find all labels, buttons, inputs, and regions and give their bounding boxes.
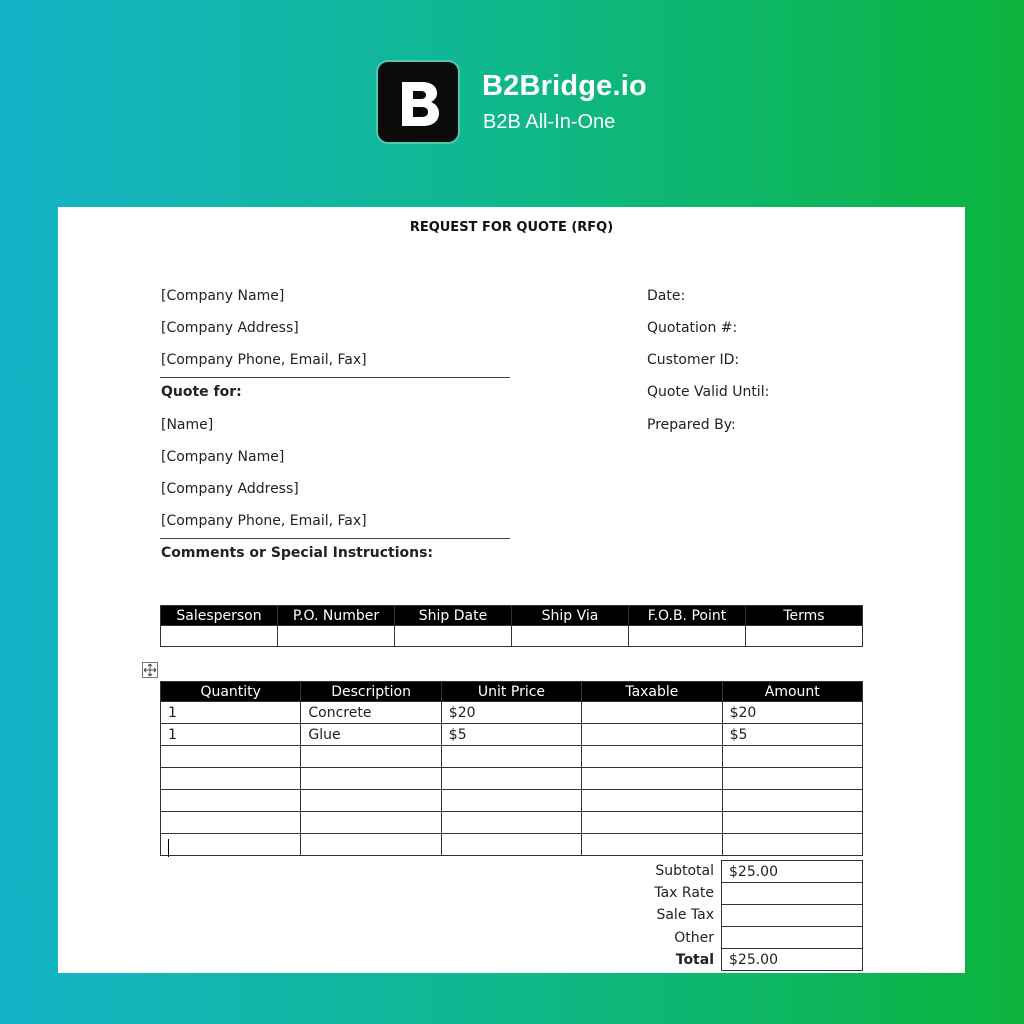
table-row (161, 768, 863, 790)
table-cell[interactable] (722, 812, 862, 834)
table-cell[interactable] (582, 746, 722, 768)
table-cell[interactable] (746, 626, 863, 647)
valid-until-label[interactable]: Quote Valid Until: (647, 384, 770, 400)
table-cell[interactable] (582, 724, 722, 746)
table-row (722, 949, 863, 971)
table-cell[interactable]: $20 (441, 702, 581, 724)
table-header: Salesperson (161, 606, 278, 626)
table-cell[interactable] (441, 768, 581, 790)
quote-for-company-address[interactable]: [Company Address] (161, 481, 299, 497)
table-header: Description (301, 682, 441, 702)
table-cell[interactable] (582, 812, 722, 834)
quote-for-company-contact[interactable]: [Company Phone, Email, Fax] (161, 513, 367, 529)
total-label: Total (675, 952, 714, 968)
divider (160, 538, 510, 539)
quote-for-heading: Quote for: (161, 384, 242, 400)
prepared-by-label[interactable]: Prepared By: (647, 417, 736, 433)
table-cell[interactable] (278, 626, 395, 647)
table-header: P.O. Number (278, 606, 395, 626)
company-address[interactable]: [Company Address] (161, 320, 299, 336)
table-cell[interactable]: Glue (301, 724, 441, 746)
table-header: Ship Via (512, 606, 629, 626)
other-value[interactable] (722, 927, 863, 949)
table-row (161, 702, 863, 724)
totals-table (721, 860, 863, 971)
table-cell[interactable]: Concrete (301, 702, 441, 724)
table-row (161, 626, 863, 647)
table-cell[interactable] (512, 626, 629, 647)
company-name[interactable]: [Company Name] (161, 288, 285, 304)
table-cell[interactable]: 1 (161, 702, 301, 724)
table-header: Amount (722, 682, 862, 702)
table-cell[interactable] (441, 834, 581, 856)
tax-rate-value[interactable] (722, 883, 863, 905)
table-cell[interactable] (582, 768, 722, 790)
table-cell[interactable] (301, 834, 441, 856)
brand-name: B2Bridge.io (482, 70, 647, 102)
table-cell[interactable] (161, 812, 301, 834)
table-cell[interactable] (441, 790, 581, 812)
items-table (160, 681, 863, 856)
table-cell[interactable] (301, 768, 441, 790)
table-row (161, 834, 863, 856)
table-cell[interactable] (582, 702, 722, 724)
table-cell[interactable] (629, 626, 746, 647)
table-header: Unit Price (441, 682, 581, 702)
table-cell[interactable] (582, 834, 722, 856)
subtotal-value[interactable]: $25.00 (722, 861, 863, 883)
table-row (161, 746, 863, 768)
table-row (722, 861, 863, 883)
table-header: F.O.B. Point (629, 606, 746, 626)
table-cell[interactable]: $5 (722, 724, 862, 746)
customer-id-label[interactable]: Customer ID: (647, 352, 740, 368)
comments-heading: Comments or Special Instructions: (161, 545, 434, 561)
table-row (161, 812, 863, 834)
table-cell[interactable]: 1 (161, 724, 301, 746)
sale-tax-label: Sale Tax (656, 907, 714, 923)
table-row (161, 724, 863, 746)
table-move-handle-icon[interactable] (142, 662, 158, 678)
b-letter-icon (378, 62, 458, 142)
table-cell[interactable]: $20 (722, 702, 862, 724)
table-cell[interactable] (722, 834, 862, 856)
table-header: Terms (746, 606, 863, 626)
rfq-document (58, 207, 965, 973)
table-cell[interactable] (161, 626, 278, 647)
table-cell[interactable] (722, 790, 862, 812)
total-value[interactable]: $25.00 (722, 949, 863, 971)
shipping-table (160, 605, 863, 647)
table-row (722, 905, 863, 927)
quotation-label[interactable]: Quotation #: (647, 320, 738, 336)
table-cell[interactable] (582, 790, 722, 812)
brand-logo (378, 62, 458, 142)
table-cell[interactable] (722, 768, 862, 790)
table-cell[interactable] (301, 790, 441, 812)
table-cell[interactable] (161, 790, 301, 812)
quote-for-company-name[interactable]: [Company Name] (161, 449, 285, 465)
other-label: Other (674, 930, 714, 946)
table-header: Ship Date (395, 606, 512, 626)
table-cell[interactable] (395, 626, 512, 647)
sale-tax-value[interactable] (722, 905, 863, 927)
divider (160, 377, 510, 378)
document-title: REQUEST FOR QUOTE (RFQ) (409, 220, 614, 235)
table-row (161, 790, 863, 812)
table-cell[interactable]: $5 (441, 724, 581, 746)
table-cell[interactable] (441, 812, 581, 834)
table-header: Quantity (161, 682, 301, 702)
tax-rate-label: Tax Rate (654, 885, 714, 901)
date-label[interactable]: Date: (647, 288, 686, 304)
table-cell[interactable] (301, 812, 441, 834)
company-contact[interactable]: [Company Phone, Email, Fax] (161, 352, 367, 368)
table-cell[interactable] (722, 746, 862, 768)
table-cell[interactable] (161, 746, 301, 768)
table-row (722, 883, 863, 905)
table-cell[interactable] (441, 746, 581, 768)
table-header: Taxable (582, 682, 722, 702)
table-cell[interactable] (301, 746, 441, 768)
table-cell[interactable] (161, 768, 301, 790)
brand-tagline: B2B All-In-One (483, 111, 616, 133)
text-cursor (168, 839, 169, 857)
subtotal-label: Subtotal (655, 863, 714, 879)
table-cell[interactable] (161, 834, 301, 856)
quote-for-name[interactable]: [Name] (161, 417, 214, 433)
table-row (722, 927, 863, 949)
